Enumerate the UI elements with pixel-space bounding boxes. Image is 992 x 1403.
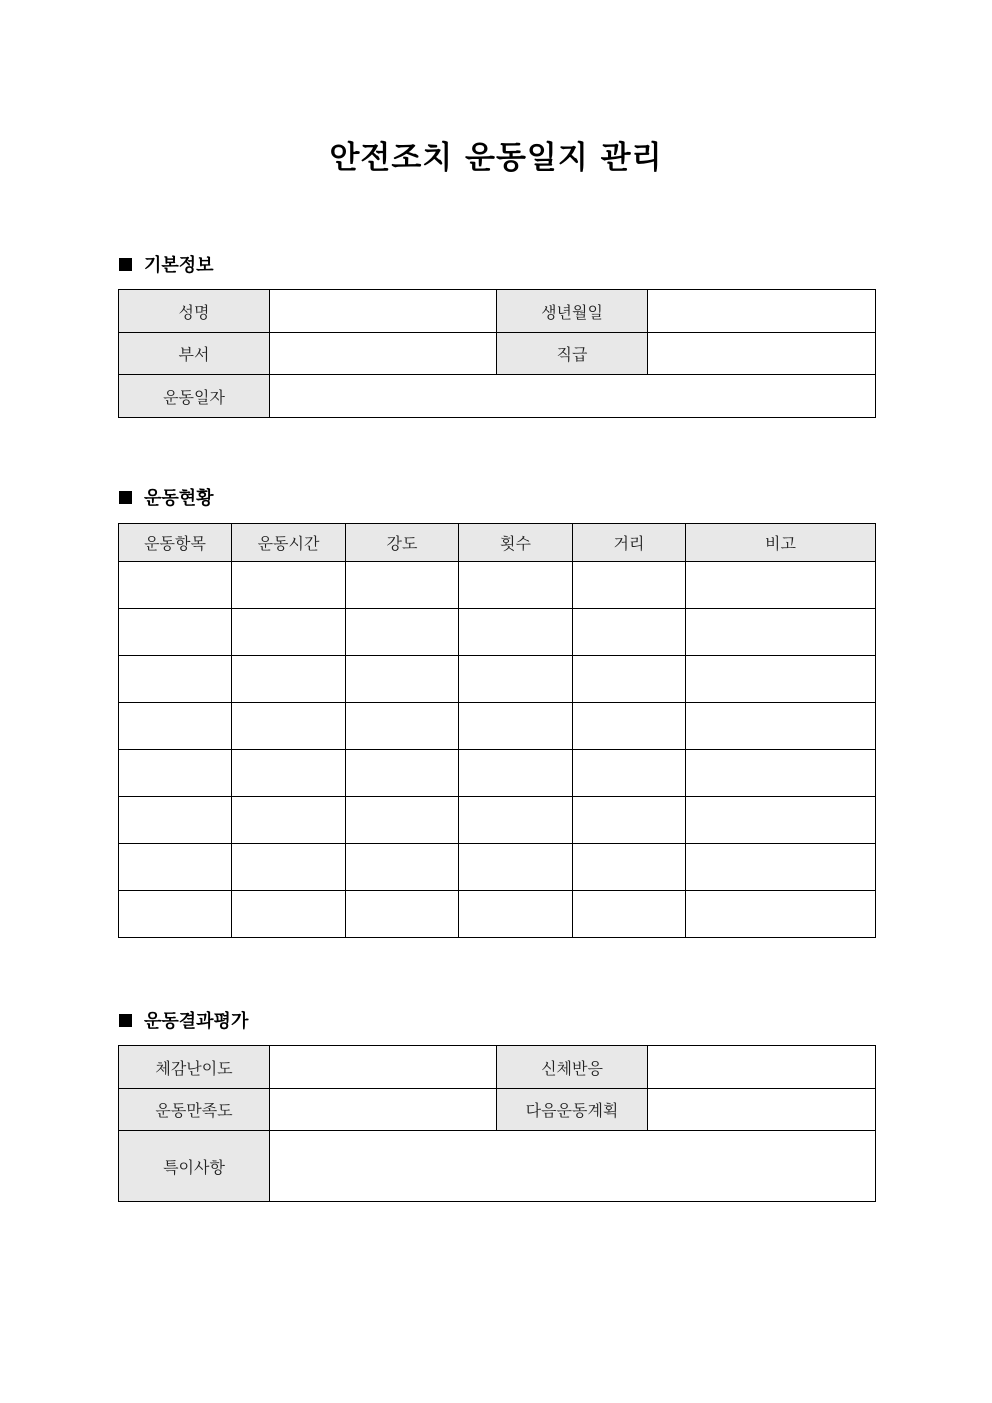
square-bullet-icon <box>119 1014 132 1027</box>
count-cell[interactable] <box>459 891 573 938</box>
item-cell[interactable] <box>119 891 232 938</box>
distance-cell[interactable] <box>573 656 686 703</box>
date-label: 운동일자 <box>119 375 270 418</box>
remarks-cell[interactable] <box>686 703 876 750</box>
distance-cell[interactable] <box>573 750 686 797</box>
reaction-field[interactable] <box>648 1046 876 1089</box>
table-row <box>119 750 876 797</box>
column-header-item: 운동항목 <box>119 524 232 562</box>
column-header-distance: 거리 <box>573 524 686 562</box>
intensity-cell[interactable] <box>346 844 459 891</box>
basic-info-table <box>118 289 876 418</box>
remarks-cell[interactable] <box>686 750 876 797</box>
name-label: 성명 <box>119 290 270 333</box>
table-row <box>119 844 876 891</box>
remarks-cell[interactable] <box>686 844 876 891</box>
birth-field[interactable] <box>648 290 876 333</box>
date-field[interactable] <box>270 375 876 418</box>
next-plan-label: 다음운동계획 <box>497 1089 648 1131</box>
time-cell[interactable] <box>232 656 346 703</box>
distance-cell[interactable] <box>573 703 686 750</box>
column-header-count: 횟수 <box>459 524 573 562</box>
distance-cell[interactable] <box>573 609 686 656</box>
count-cell[interactable] <box>459 656 573 703</box>
section-heading-basic <box>119 252 214 276</box>
distance-cell[interactable] <box>573 891 686 938</box>
section-heading-evaluation <box>119 1008 248 1032</box>
table-row <box>119 797 876 844</box>
item-cell[interactable] <box>119 562 232 609</box>
notes-field[interactable] <box>270 1131 876 1202</box>
count-cell[interactable] <box>459 750 573 797</box>
count-cell[interactable] <box>459 562 573 609</box>
difficulty-label: 체감난이도 <box>119 1046 270 1089</box>
count-cell[interactable] <box>459 609 573 656</box>
remarks-cell[interactable] <box>686 891 876 938</box>
name-field[interactable] <box>270 290 497 333</box>
rank-field[interactable] <box>648 333 876 375</box>
item-cell[interactable] <box>119 609 232 656</box>
remarks-cell[interactable] <box>686 609 876 656</box>
section-heading-status-label: 운동현황 <box>144 488 214 509</box>
count-cell[interactable] <box>459 797 573 844</box>
intensity-cell[interactable] <box>346 562 459 609</box>
column-header-time: 운동시간 <box>232 524 346 562</box>
table-row <box>119 703 876 750</box>
table-row <box>119 609 876 656</box>
evaluation-table <box>118 1045 876 1202</box>
column-header-intensity: 강도 <box>346 524 459 562</box>
dept-label: 부서 <box>119 333 270 375</box>
table-row <box>119 562 876 609</box>
intensity-cell[interactable] <box>346 609 459 656</box>
intensity-cell[interactable] <box>346 750 459 797</box>
distance-cell[interactable] <box>573 844 686 891</box>
remarks-cell[interactable] <box>686 656 876 703</box>
section-heading-basic-label: 기본정보 <box>144 255 214 276</box>
item-cell[interactable] <box>119 797 232 844</box>
square-bullet-icon <box>119 491 132 504</box>
rank-label: 직급 <box>497 333 648 375</box>
item-cell[interactable] <box>119 844 232 891</box>
time-cell[interactable] <box>232 609 346 656</box>
birth-label: 생년월일 <box>497 290 648 333</box>
intensity-cell[interactable] <box>346 797 459 844</box>
item-cell[interactable] <box>119 656 232 703</box>
item-cell[interactable] <box>119 750 232 797</box>
section-heading-status <box>119 485 214 509</box>
time-cell[interactable] <box>232 562 346 609</box>
time-cell[interactable] <box>232 703 346 750</box>
distance-cell[interactable] <box>573 562 686 609</box>
remarks-cell[interactable] <box>686 562 876 609</box>
section-heading-evaluation-label: 운동결과평가 <box>144 1011 249 1032</box>
distance-cell[interactable] <box>573 797 686 844</box>
time-cell[interactable] <box>232 891 346 938</box>
exercise-status-rows <box>119 562 876 938</box>
table-row <box>119 656 876 703</box>
square-bullet-icon <box>119 258 132 271</box>
next-plan-field[interactable] <box>648 1089 876 1131</box>
time-cell[interactable] <box>232 797 346 844</box>
exercise-status-table <box>118 523 876 938</box>
page-title: 안전조치 운동일지 관리 <box>329 140 663 176</box>
item-cell[interactable] <box>119 703 232 750</box>
table-row <box>119 891 876 938</box>
count-cell[interactable] <box>459 703 573 750</box>
column-header-remarks: 비고 <box>686 524 876 562</box>
intensity-cell[interactable] <box>346 703 459 750</box>
time-cell[interactable] <box>232 844 346 891</box>
satisfaction-label: 운동만족도 <box>119 1089 270 1131</box>
difficulty-field[interactable] <box>270 1046 497 1089</box>
dept-field[interactable] <box>270 333 497 375</box>
intensity-cell[interactable] <box>346 891 459 938</box>
remarks-cell[interactable] <box>686 797 876 844</box>
count-cell[interactable] <box>459 844 573 891</box>
intensity-cell[interactable] <box>346 656 459 703</box>
notes-label: 특이사항 <box>119 1131 270 1202</box>
satisfaction-field[interactable] <box>270 1089 497 1131</box>
reaction-label: 신체반응 <box>497 1046 648 1089</box>
time-cell[interactable] <box>232 750 346 797</box>
